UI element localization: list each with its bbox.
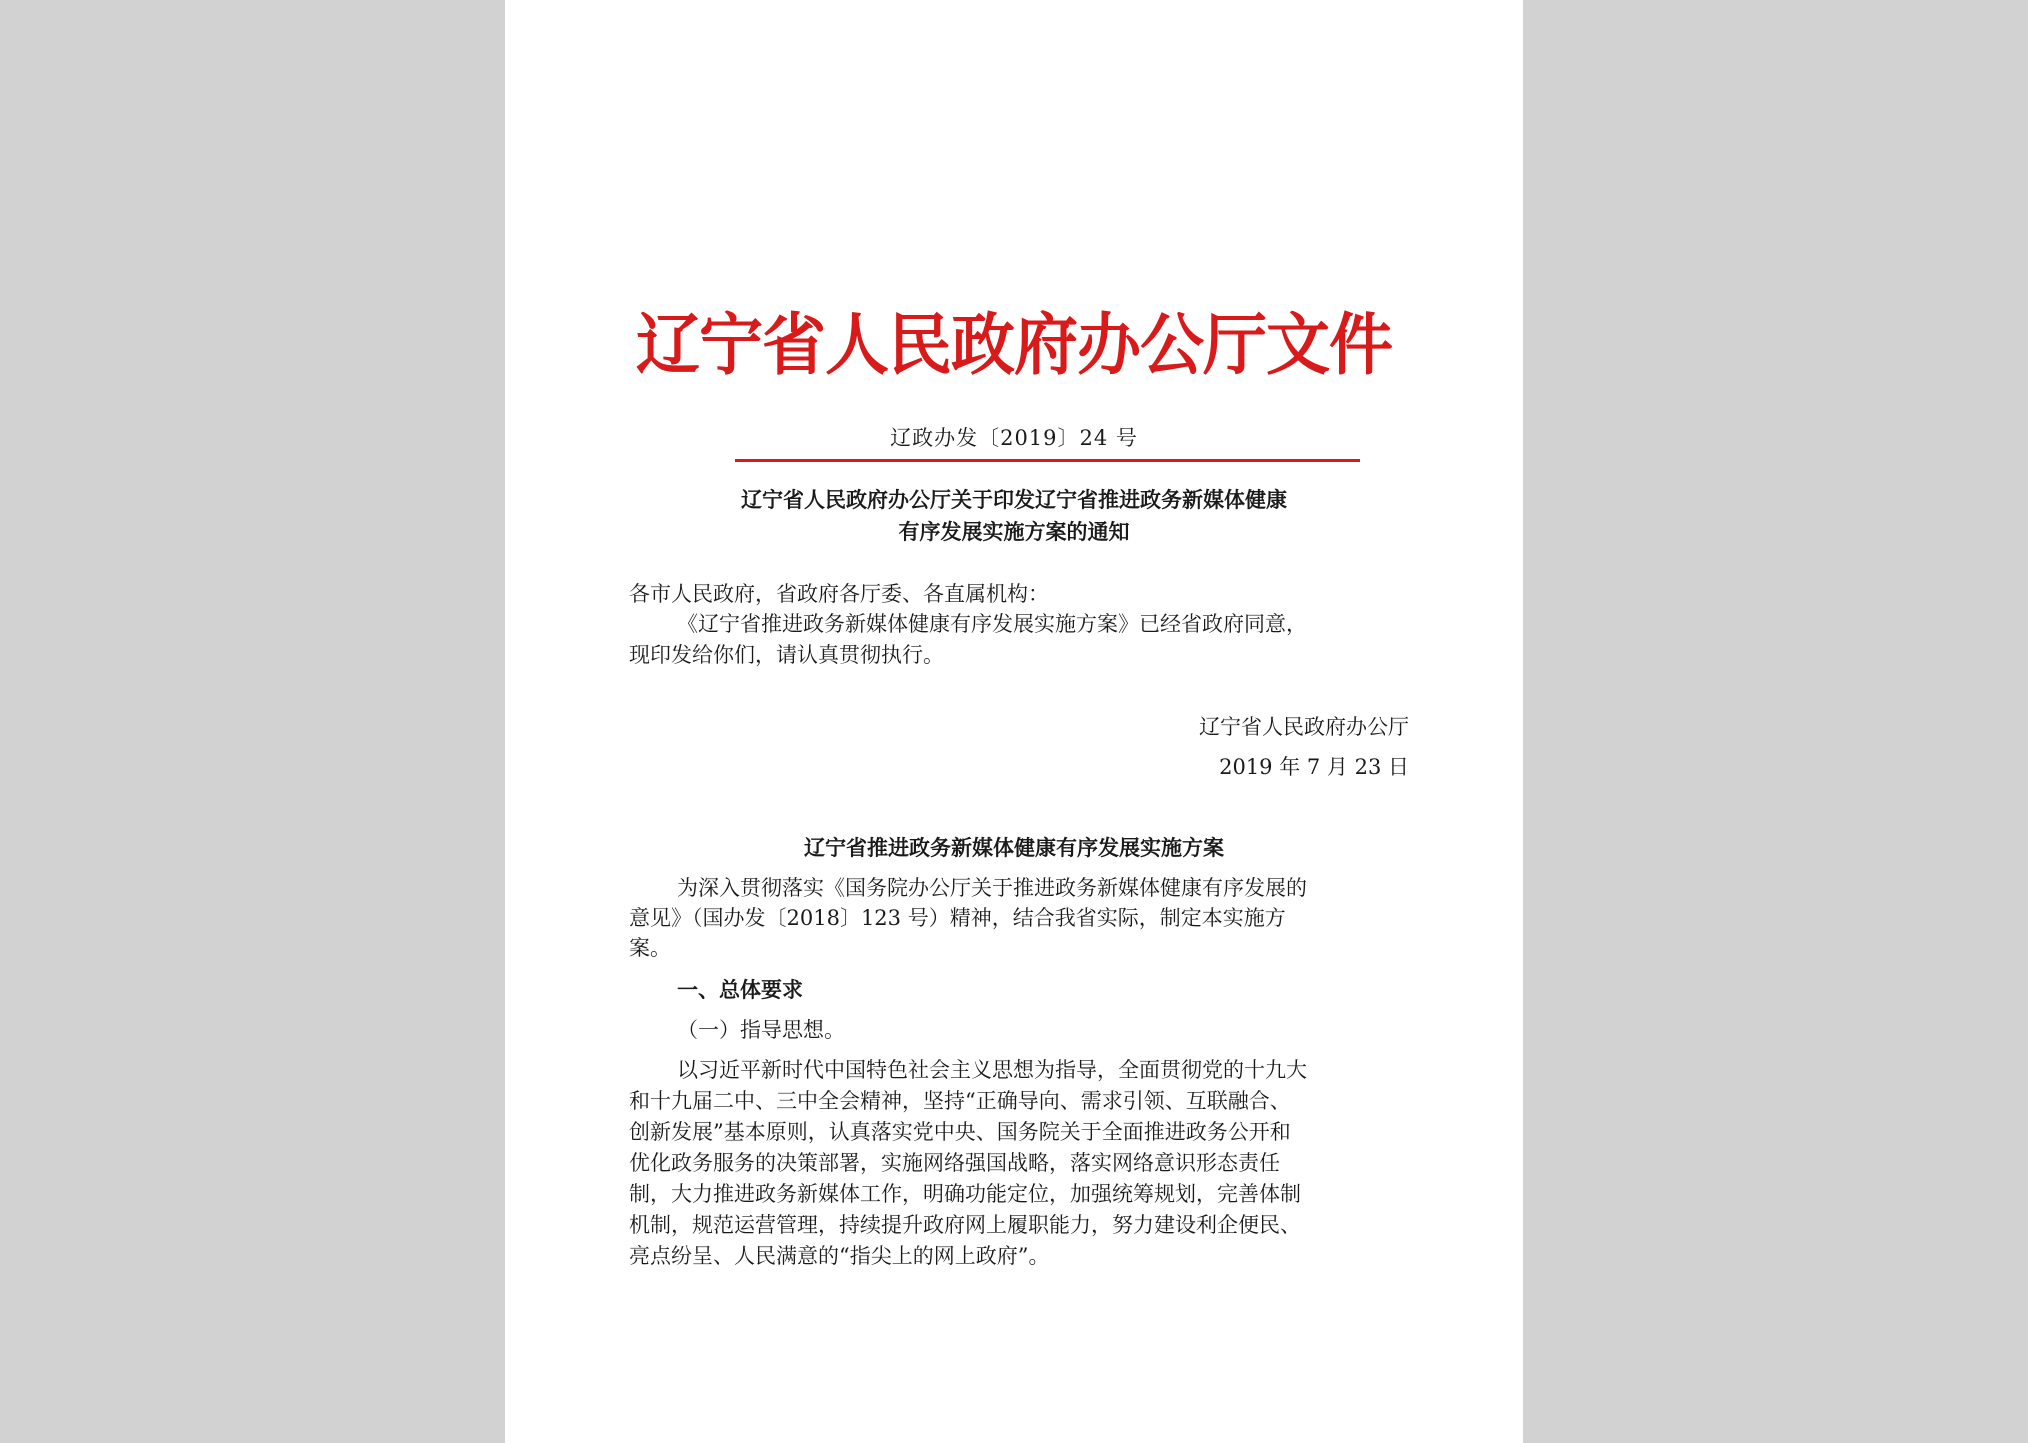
red-divider-line (735, 459, 1360, 462)
notice-body-line-2: 现印发给你们，请认真贯彻执行。 (629, 643, 944, 667)
plan-intro-line-3: 案。 (629, 936, 671, 960)
notice-title-line-1: 辽宁省人民政府办公厅关于印发辽宁省推进政务新媒体健康 (741, 487, 1287, 512)
signature: 辽宁省人民政府办公厅 (1199, 715, 1409, 739)
notice-body-line-1: 《辽宁省推进政务新媒体健康有序发展实施方案》已经省政府同意， (677, 612, 1307, 636)
paragraph-line-2: 和十九届二中、三中全会精神，坚持“正确导向、需求引领、互联融合、 (629, 1089, 1291, 1113)
document-number: 辽政办发〔2019〕24 号 (890, 426, 1138, 450)
plan-intro-line-2: 意见》（国办发〔2018〕123 号）精神，结合我省实际，制定本实施方 (629, 906, 1286, 930)
paragraph-line-4: 优化政务服务的决策部署，实施网络强国战略，落实网络意识形态责任 (629, 1151, 1280, 1175)
paragraph-line-7: 亮点纷呈、人民满意的“指尖上的网上政府”。 (629, 1244, 1050, 1268)
issue-date: 2019 年 7 月 23 日 (1219, 755, 1409, 779)
paragraph-line-1: 以习近平新时代中国特色社会主义思想为指导，全面贯彻党的十九大 (677, 1058, 1307, 1082)
salutation: 各市人民政府，省政府各厅委、各直属机构： (629, 582, 1049, 606)
document-page (505, 0, 1523, 1443)
plan-intro-line-1: 为深入贯彻落实《国务院办公厅关于推进政务新媒体健康有序发展的 (677, 876, 1307, 900)
paragraph-line-5: 制，大力推进政务新媒体工作，明确功能定位，加强统筹规划，完善体制 (629, 1182, 1301, 1206)
section-1-heading: 一、总体要求 (677, 977, 803, 1002)
paragraph-line-6: 机制，规范运营管理，持续提升政府网上履职能力，努力建设利企便民、 (629, 1213, 1301, 1237)
masthead-title: 辽宁省人民政府办公厅文件 (636, 306, 1392, 385)
notice-title-line-2: 有序发展实施方案的通知 (898, 519, 1130, 544)
subsection-1-heading: （一）指导思想。 (677, 1018, 845, 1042)
paragraph-line-3: 创新发展”基本原则，认真落实党中央、国务院关于全面推进政务公开和 (629, 1120, 1291, 1144)
plan-title: 辽宁省推进政务新媒体健康有序发展实施方案 (804, 835, 1224, 860)
